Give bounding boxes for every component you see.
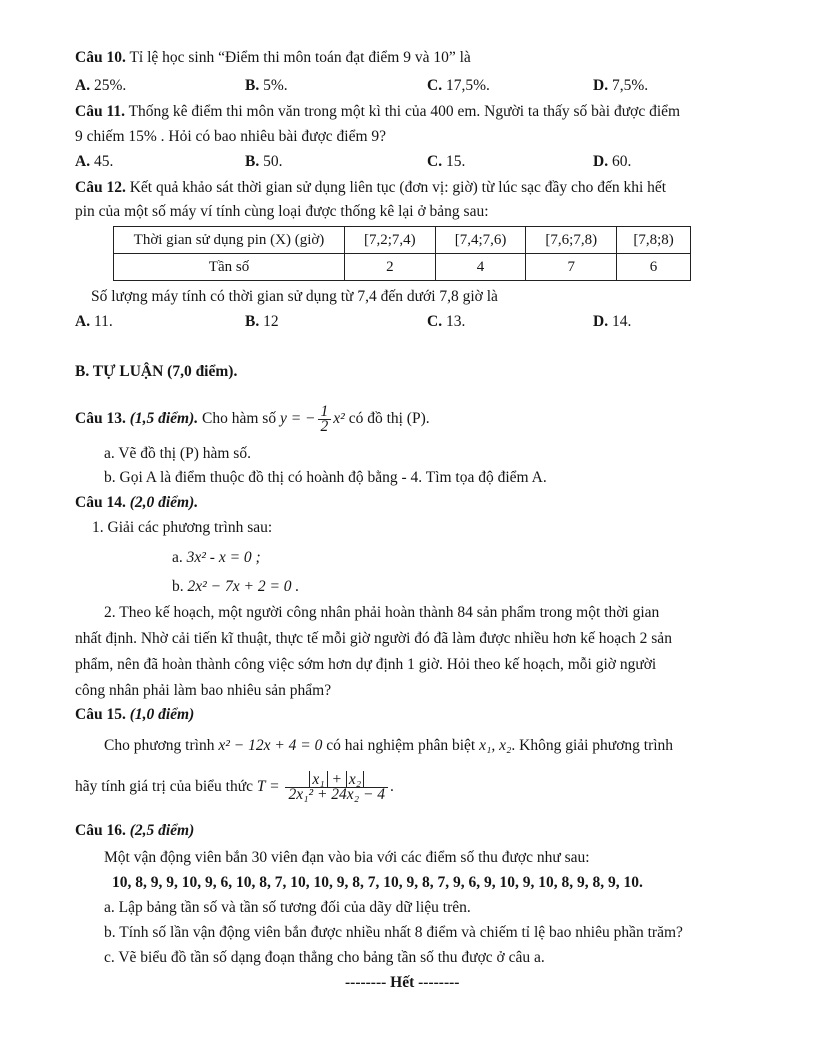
- q13-part-a: a. Vẽ đồ thị (P) hàm số.: [104, 445, 251, 462]
- q14-eq-b: b. 2x² − 7x + 2 = 0 .: [172, 578, 300, 595]
- table-cell: [7,2;7,4): [345, 227, 436, 254]
- end-marker: -------- Hết --------: [345, 974, 460, 991]
- section-b-heading: B. TỰ LUẬN (7,0 điểm).: [75, 363, 238, 380]
- q16-line1: Một vận động viên bắn 30 viên đạn vào bia với các điểm số thu được như sau:: [104, 849, 590, 866]
- table-row-header: Thời gian sử dụng pin (X) (giờ): [114, 227, 345, 254]
- table-row-header: Tần số: [114, 254, 345, 281]
- q12-question: Số lượng máy tính có thời gian sử dụng từ 7,4 đến dưới 7,8 giờ là: [91, 288, 498, 305]
- q15-line1: Cho phương trình x² − 12x + 4 = 0 có hai nghiệm phân biệt x₁, x₂. Không giải phương trình: [104, 737, 674, 754]
- q13-stem: Câu 13. (1,5 điểm). Cho hàm số y = − $\frac{1}{2}$ x² có đồ thị (P).: [75, 402, 430, 435]
- q15-line2: hãy tính giá trị của biểu thức T = $\frac{\text{x₁ + x₂}}{\text{2x₁² + 24x₂ − 4}}$ .: [75, 770, 394, 803]
- q12-option-d: D. 14.: [593, 313, 632, 330]
- q10-option-a: A. 25%.: [75, 77, 127, 94]
- q16-part-b: b. Tính số lần vận động viên bắn được nhiều nhất 8 điểm và chiếm tỉ lệ bao nhiêu phần trăm?: [104, 924, 683, 941]
- q14-part-2-line2: nhất định. Nhờ cải tiến kĩ thuật, thực tế mỗi giờ người đó đã làm được nhiều hơn kế hoạch 2 sản: [75, 630, 672, 647]
- table-cell: [7,4;7,6): [435, 227, 526, 254]
- table-row: [114, 227, 691, 254]
- q11-option-b: B. 50.: [245, 153, 283, 170]
- q14-part-1: 1. Giải các phương trình sau:: [92, 519, 273, 536]
- q16-stem: Câu 16. (2,5 điểm): [75, 822, 195, 839]
- q11-stem-line1: Câu 11. Thống kê điểm thi môn văn trong một kì thi của 400 em. Người ta thấy số bài được điểm: [75, 103, 681, 120]
- q12-option-a: A. 11.: [75, 313, 113, 330]
- q10-stem: [75, 48, 471, 68]
- q12-option-b: B. 12: [245, 313, 279, 330]
- q15-expression: $\frac{\text{x₁ + x₂}}{\text{2x₁² + 24x₂ − 4}}$: [285, 773, 388, 802]
- q10-option-b: B. 5%.: [245, 77, 288, 94]
- q11-option-a: A. 45.: [75, 153, 114, 170]
- q12-stem-line2: pin của một số máy ví tính cùng loại được thống kê lại ở bảng sau:: [75, 203, 489, 220]
- q11-option-d: D. 60.: [593, 153, 632, 170]
- q16-part-a: a. Lập bảng tần số và tần số tương đối của dãy dữ liệu trên.: [104, 899, 471, 916]
- q14-part-2-line4: công nhân phải làm bao nhiêu sản phẩm?: [75, 682, 332, 699]
- table-cell: 4: [435, 254, 526, 281]
- q14-part-2-line1: 2. Theo kế hoạch, một người công nhân phải hoàn thành 84 sản phẩm trong một thời gian: [104, 604, 660, 621]
- q12-option-c: C. 13.: [427, 313, 466, 330]
- frequency-table: [113, 226, 691, 281]
- q15-stem: Câu 15. (1,0 điểm): [75, 706, 195, 723]
- q13-part-b: b. Gọi A là điểm thuộc đồ thị có hoành độ bằng - 4. Tìm tọa độ điểm A.: [104, 469, 547, 486]
- q11-stem-line2: 9 chiếm 15% . Hỏi có bao nhiêu bài được điểm 9?: [75, 128, 387, 145]
- q16-data: 10, 8, 9, 9, 10, 9, 6, 10, 8, 7, 10, 10, 9, 8, 7, 10, 9, 8, 7, 9, 6, 9, 10, 9, 10, 8, 9, 8, 9, 10.: [112, 874, 643, 891]
- q12-label: Câu 12.: [75, 179, 126, 196]
- q14-stem: Câu 14. (2,0 điểm).: [75, 494, 199, 511]
- q10-option-d: D. 7,5%.: [593, 77, 649, 94]
- q11-label: Câu 11.: [75, 103, 125, 120]
- table-row: [114, 254, 691, 281]
- q13-function: y = − $\frac{1}{2}$ x²: [279, 402, 345, 435]
- q10-option-c: C. 17,5%.: [427, 77, 490, 94]
- table-cell: 7: [526, 254, 617, 281]
- q12-stem-line1: Câu 12. Kết quả khảo sát thời gian sử dụng liên tục (đơn vị: giờ) từ lúc sạc đầy cho đến khi hết: [75, 179, 667, 196]
- q14-eq-a: a. 3x² - x = 0 ;: [172, 549, 261, 566]
- q10-label: Câu 10.: [75, 49, 126, 66]
- q10-text: Tỉ lệ học sinh “Điểm thi môn toán đạt điểm 9 và 10” là: [129, 49, 471, 66]
- table-cell: [7,8;8): [617, 227, 691, 254]
- q11-option-c: C. 15.: [427, 153, 466, 170]
- table-cell: 6: [617, 254, 691, 281]
- q14-part-2-line3: phẩm, nên đã hoàn thành công việc sớm hơn dự định 1 giờ. Hỏi theo kế hoạch, mỗi giờ người: [75, 656, 657, 673]
- q16-part-c: c. Vẽ biểu đồ tần số dạng đoạn thẳng cho bảng tần số thu được ở câu a.: [104, 949, 545, 966]
- table-cell: 2: [345, 254, 436, 281]
- table-cell: [7,6;7,8): [526, 227, 617, 254]
